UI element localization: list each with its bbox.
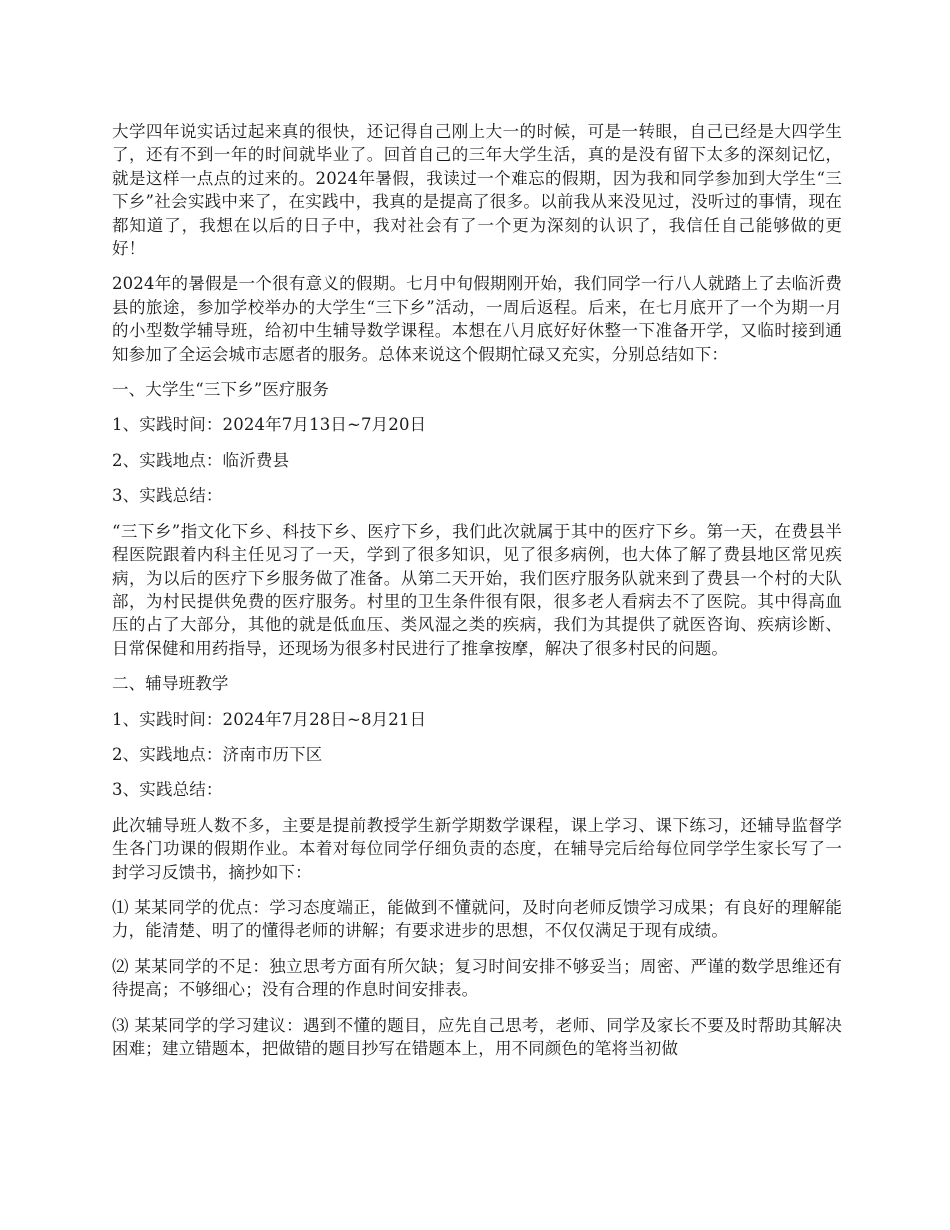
medical-practice-location: 2、实践地点：临沂费县 [112,450,290,470]
section-heading-tutoring: 二、辅导班教学 [112,674,229,694]
tutoring-practice-location: 2、实践地点：济南市历下区 [112,744,323,764]
feedback-suggestions: ⑶ 某某同学的学习建议：遇到不懂的题目，应先自己思考，老师、同学及家长不要及时帮助其解决困难；建立错题本，把做错的题目抄写在错题本上，用不同颜色的笔将当初做 [112,1015,842,1058]
medical-practice-summary-label: 3、实践总结： [112,486,223,506]
overview-paragraph: 2024年的暑假是一个很有意义的假期。七月中旬假期刚开始，我们同学一行八人就踏上了去临沂费县的旅途，参加学校举办的大学生“三下乡”活动，一周后返程。后来，在七月底开了一个为期一月的小型数学辅导班，给初中生辅导数学课程。本想在八月底好好休整一下准备开学，又临时接到通知参加了全运会城市志愿者的服务。总体来说这个假期忙碌又充实，分别总结如下： [112,274,842,364]
intro-paragraph: 大学四年说实话过起来真的很快，还记得自己刚上大一的时候，可是一转眼，自己已经是大四学生了，还有不到一年的时间就毕业了。回首自己的三年大学生活，真的是没有留下太多的深刻记忆，就是这样一点点的过来的。2024年暑假，我读过一个难忘的假期，因为我和同学参加到大学生“三下乡”社会实践中来了，在实践中，我真的是提高了很多。以前我从来没见过，没听过的事情，现在都知道了，我想在以后的日子中，我对社会有了一个更为深刻的认识了，我信任自己能够做的更好！ [112,122,842,259]
medical-practice-time: 1、实践时间：2024年7月13日~7月20日 [112,415,427,435]
tutoring-practice-summary: 此次辅导班人数不多，主要是提前教授学生新学期数学课程，课上学习、课下练习，还辅导监督学生各门功课的假期作业。本着对每位同学仔细负责的态度，在辅导完后给每位同学学生家长写了一封学习反馈书，摘抄如下： [112,815,842,882]
tutoring-practice-summary-label: 3、实践总结： [112,780,223,800]
feedback-strengths: ⑴ 某某同学的优点：学习态度端正，能做到不懂就问，及时向老师反馈学习成果；有良好的理解能力，能清楚、明了的懂得老师的讲解；有要求进步的思想，不仅仅满足于现有成绩。 [112,897,842,941]
section-heading-medical-service: 一、大学生“三下乡”医疗服务 [112,380,329,400]
tutoring-practice-time: 1、实践时间：2024年7月28日~8月21日 [112,709,427,729]
document-page [112,120,842,1072]
feedback-weaknesses: ⑵ 某某同学的不足：独立思考方面有所欠缺；复习时间安排不够妥当；周密、严谨的数学思维还有待提高；不够细心；没有合理的作息时间安排表。 [112,956,842,1000]
medical-practice-summary: “三下乡”指文化下乡、科技下乡、医疗下乡，我们此次就属于其中的医疗下乡。第一天，在费县半程医院跟着内科主任见习了一天，学到了很多知识，见了很多病例，也大体了解了费县地区常见疾病，为以后的医疗下乡服务做了准备。从第二天开始，我们医疗服务队就来到了费县一个村的大队部，为村民提供免费的医疗服务。村里的卫生条件很有限，很多老人看病去不了医院。其中得高血压的占了大部分，其他的就是低血压、类风湿之类的疾病，我们为其提供了就医咨询、疾病诊断、日常保健和用药指导，还现场为很多村民进行了推拿按摩，解决了很多村民的问题。 [112,521,842,658]
